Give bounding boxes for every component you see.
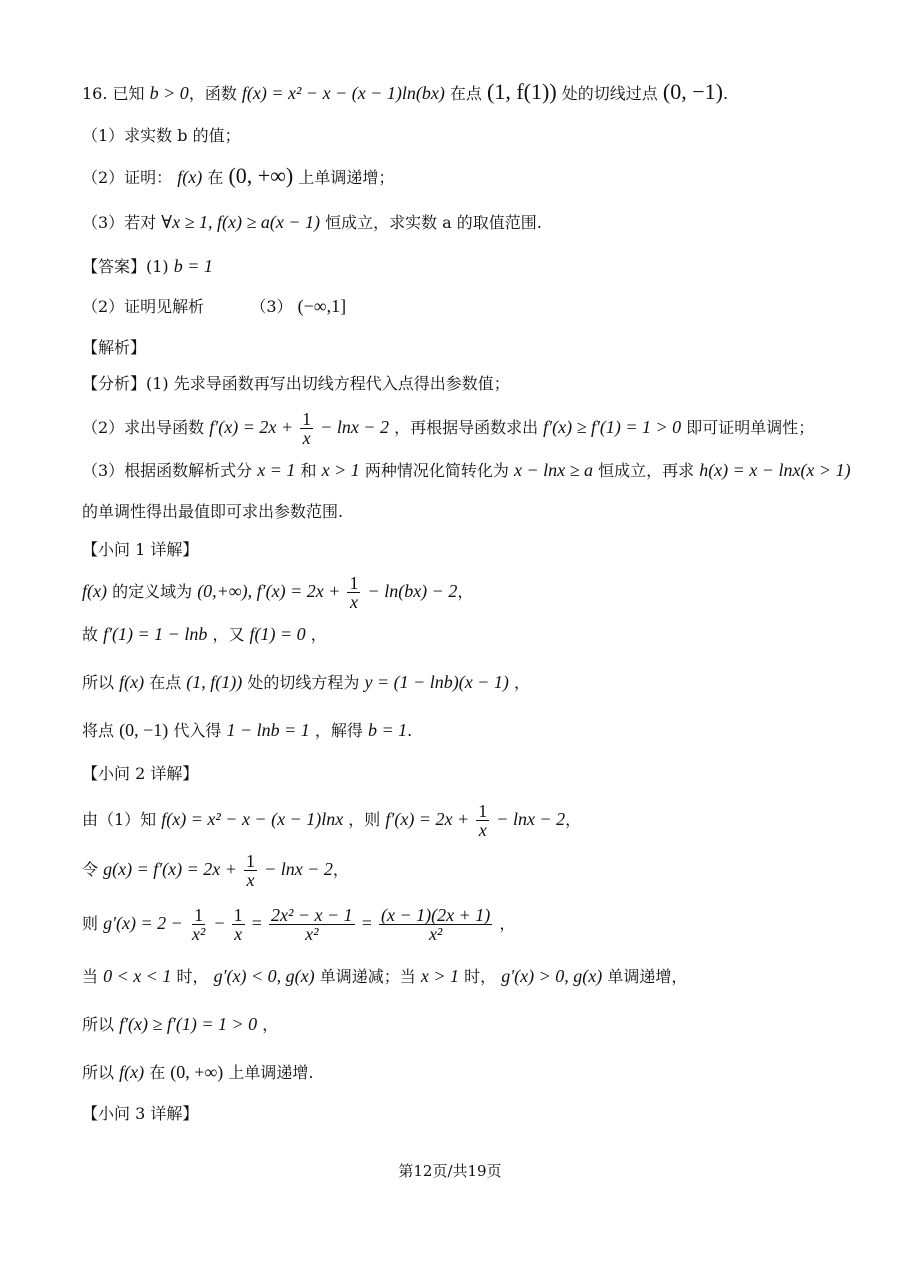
part-1: （1）求实数 b 的值； — [82, 126, 241, 145]
s2-line-3: 则 g′(x) = 2 − $\frac{1}{\text{x²}}$ − $\frac{1}{x}$ = $\frac{\text{2x² − x − 1}}{\text{x²}}$ = $\frac{(x - 1)(2x + 1)}{\text{x²}}$ ， — [82, 905, 516, 944]
problem-line: 16. 已知 b > 0，函数 f(x) = x² − x − (x − 1)ln(bx) 在点 (1, f(1)) 处的切线过点 (0, −1). — [82, 79, 729, 104]
s1-line-1: f(x) 的定义域为 (0,+∞), f′(x) = 2x + $\frac{1}{x}$ − ln(bx) − 2， — [82, 573, 474, 612]
analysis-3-cont: 的单调性得出最值即可求出参数范围. — [82, 502, 344, 521]
fraction: $\frac{\text{2x² − x − 1}}{\text{x²}}$ — [271, 905, 353, 944]
s2-line-2: 令 g(x) = f′(x) = 2x + $\frac{1}{x}$ − lnx − 2， — [82, 851, 349, 890]
analysis-header: 【解析】 — [82, 338, 147, 357]
analysis-2: （2）求出导函数 f′(x) = 2x + $\frac{1}{x}$ − lnx − 2 ，再根据导函数求出 f′(x) ≥ f′(1) = 1 > 0 即可证明单调性； — [82, 409, 815, 448]
s1-header: 【小问 1 详解】 — [82, 540, 199, 559]
s1-line-3: 所以 f(x) 在点 (1, f(1)) 处的切线方程为 y = (1 − lnb)(x − 1) ， — [82, 672, 530, 692]
fraction: $\frac{1}{x}$ — [246, 851, 256, 890]
fraction: $\frac{(x - 1)(2x + 1)}{\text{x²}}$ — [381, 905, 491, 944]
s2-line-1: 由（1）知 f(x) = x² − x − (x − 1)lnx ，则 f′(x) = 2x + $\frac{1}{x}$ − lnx − 2， — [82, 801, 582, 840]
answer-line-1: 【答案】(1) b = 1 — [82, 256, 213, 276]
s3-header: 【小问 3 详解】 — [82, 1104, 199, 1123]
fraction: $\frac{1}{x}$ — [349, 573, 359, 612]
s1-line-4: 将点 (0, −1) 代入得 1 − lnb = 1 ，解得 b = 1. — [82, 720, 413, 740]
s2-line-6: 所以 f(x) 在 (0, +∞) 上单调递增. — [82, 1062, 314, 1082]
s2-header: 【小问 2 详解】 — [82, 764, 199, 783]
analysis-3: （3）根据函数解析式分 x = 1 和 x > 1 两种情况化简转化为 x − lnx ≥ a 恒成立，再求 h(x) = x − lnx(x > 1) — [82, 460, 851, 480]
fraction: $\frac{1}{\text{x²}}$ — [191, 905, 206, 944]
fraction: $\frac{1}{x}$ — [233, 905, 243, 944]
s2-line-4: 当 0 < x < 1 时， g′(x) < 0, g(x) 单调递减；当 x > 1 时， g′(x) > 0, g(x) 单调递增， — [82, 966, 688, 986]
page-footer: 第12页/共19页 — [398, 1162, 502, 1180]
part-3: （3）若对 ∀x ≥ 1, f(x) ≥ a(x − 1) 恒成立，求实数 a 的取值范围. — [82, 212, 542, 232]
analysis-1: 【分析】(1) 先求导函数再写出切线方程代入点得出参数值； — [82, 374, 510, 393]
fraction: $\frac{1}{x}$ — [302, 409, 312, 448]
s2-line-5: 所以 f′(x) ≥ f′(1) = 1 > 0 ， — [82, 1014, 279, 1034]
s1-line-2: 故 f′(1) = 1 − lnb ，又 f(1) = 0 ， — [82, 624, 327, 644]
answer-line-2: （2）证明见解析 （3） (−∞,1] — [82, 296, 347, 316]
fraction: $\frac{1}{x}$ — [478, 801, 488, 840]
part-2: （2）证明： f(x) 在 (0, +∞) 上单调递增； — [82, 163, 395, 188]
